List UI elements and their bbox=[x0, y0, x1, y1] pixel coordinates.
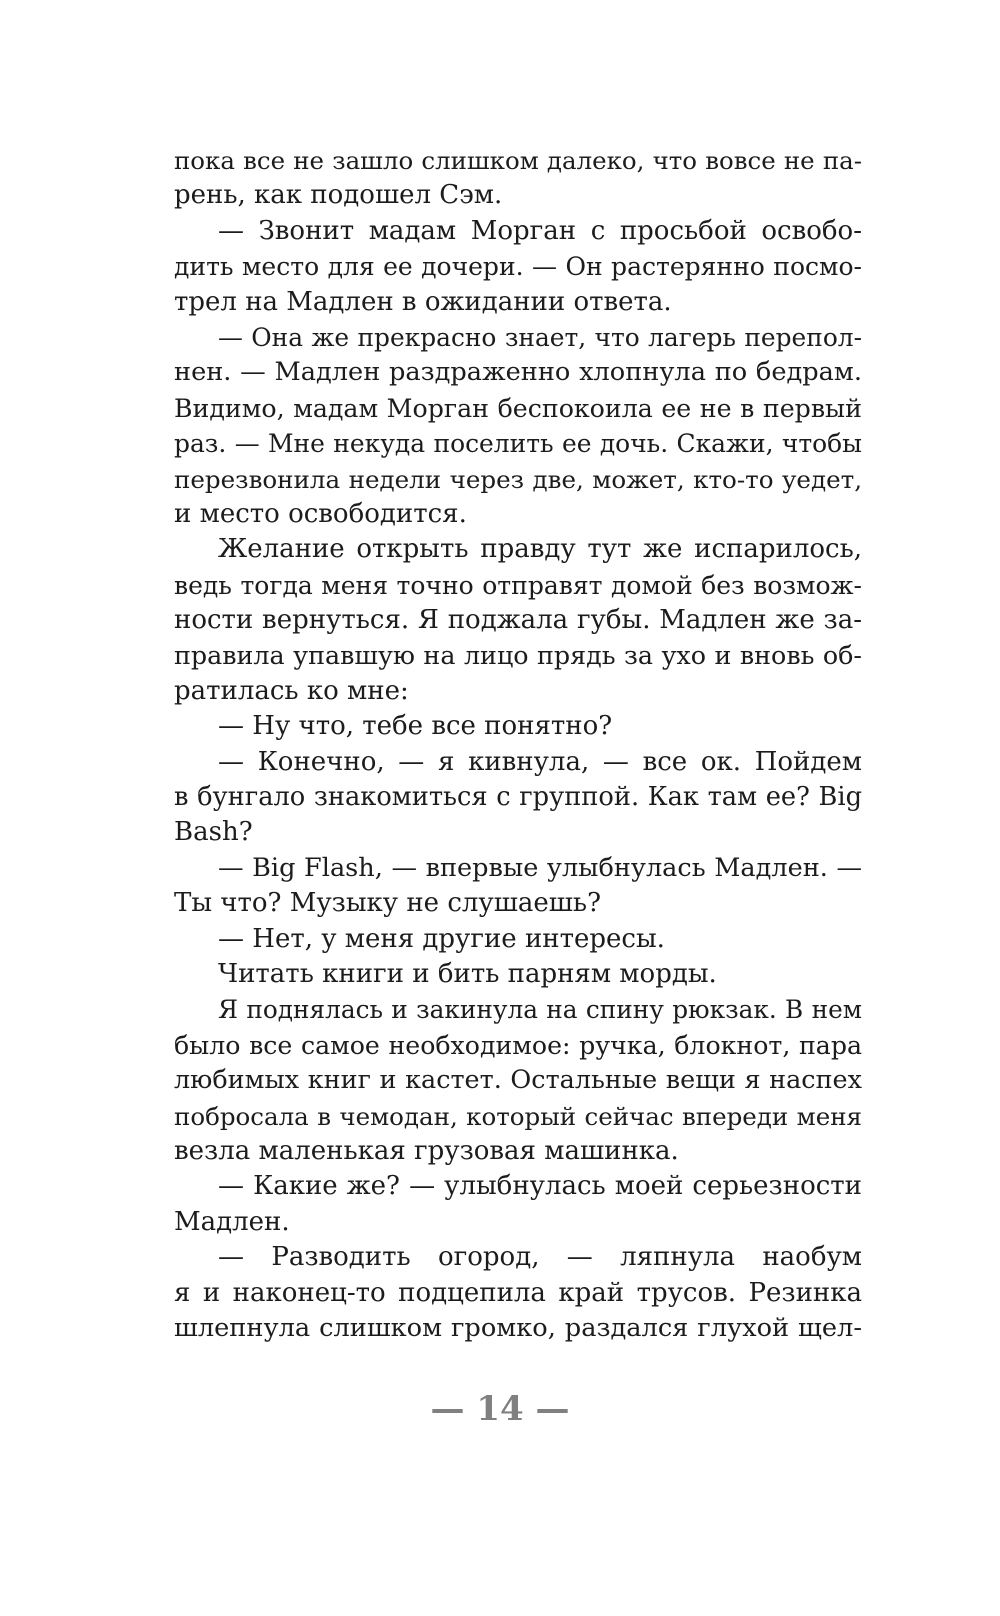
text-line: — Ну что, тебе все понятно? bbox=[218, 711, 613, 742]
text-line: Я поднялась и закинула на спину рюкзак. В нем bbox=[218, 995, 862, 1025]
text-line: ратилась ко мне: bbox=[174, 675, 409, 706]
text-line: Bash? bbox=[174, 817, 253, 848]
text-line: правила упавшую на лицо прядь за ухо и вновь об- bbox=[174, 640, 862, 671]
text-line: ности вернуться. Я поджала губы. Мадлен же за- bbox=[174, 605, 862, 636]
text-line: в бунгало знакомиться с группой. Как там ее? Big bbox=[174, 782, 862, 813]
body-text bbox=[174, 143, 862, 1346]
text-line: — Big Flash, — впервые улыбнулась Мадлен. — bbox=[218, 852, 862, 883]
text-line: трел на Мадлен в ожидании ответа. bbox=[174, 286, 672, 317]
text-line: — Какие же? — улыбнулась моей серьезности bbox=[218, 1171, 862, 1202]
text-line: — Звонит мадам Морган с просьбой освобо- bbox=[218, 215, 862, 246]
text-line: было все самое необходимое: ручка, блокнот, пара bbox=[174, 1030, 862, 1060]
text-line: Видимо, мадам Морган беспокоила ее не в первый bbox=[174, 393, 862, 423]
text-line: Читать книги и бить парням морды. bbox=[218, 958, 717, 989]
text-line: дить место для ее дочери. — Он растерянно посмо- bbox=[174, 252, 862, 282]
text-line: нен. — Мадлен раздраженно хлопнула по бедрам. bbox=[174, 357, 862, 388]
text-line: Желание открыть правду тут же испарилось, bbox=[218, 534, 862, 565]
text-line: раз. — Мне некуда поселить ее дочь. Скажи, чтобы bbox=[174, 429, 862, 459]
text-line: везла маленькая грузовая машинка. bbox=[174, 1135, 679, 1166]
text-line: шлепнула слишком громко, раздался глухой щел- bbox=[174, 1312, 862, 1343]
text-line: я и наконец-то подцепила край трусов. Резинка bbox=[174, 1277, 862, 1308]
text-line: — Нет, у меня другие интересы. bbox=[218, 923, 665, 954]
text-line: рень, как подошел Сэм. bbox=[174, 180, 503, 211]
text-line: Мадлен. bbox=[174, 1206, 290, 1237]
page-number: — 14 — bbox=[430, 1389, 570, 1429]
text-line: пока все не зашло слишком далеко, что вовсе не па- bbox=[174, 146, 862, 175]
text-line: и место освободится. bbox=[174, 498, 467, 529]
text-line: перезвонила недели через две, может, кто-то уедет, bbox=[174, 464, 862, 494]
text-line: побросала в чемодан, который сейчас впереди меня bbox=[174, 1101, 862, 1131]
text-line: — Разводить огород, — ляпнула наобум bbox=[218, 1242, 862, 1273]
text-line: — Конечно, — я кивнула, — все ок. Пойдем bbox=[218, 746, 862, 777]
text-line: любимых книг и кастет. Остальные вещи я наспех bbox=[174, 1065, 862, 1096]
text-line: Ты что? Музыку не слушаешь? bbox=[174, 888, 602, 919]
text-line: ведь тогда меня точно отправят домой без возмож- bbox=[174, 570, 862, 600]
text-line: — Она же прекрасно знает, что лагерь перепол- bbox=[218, 322, 862, 352]
